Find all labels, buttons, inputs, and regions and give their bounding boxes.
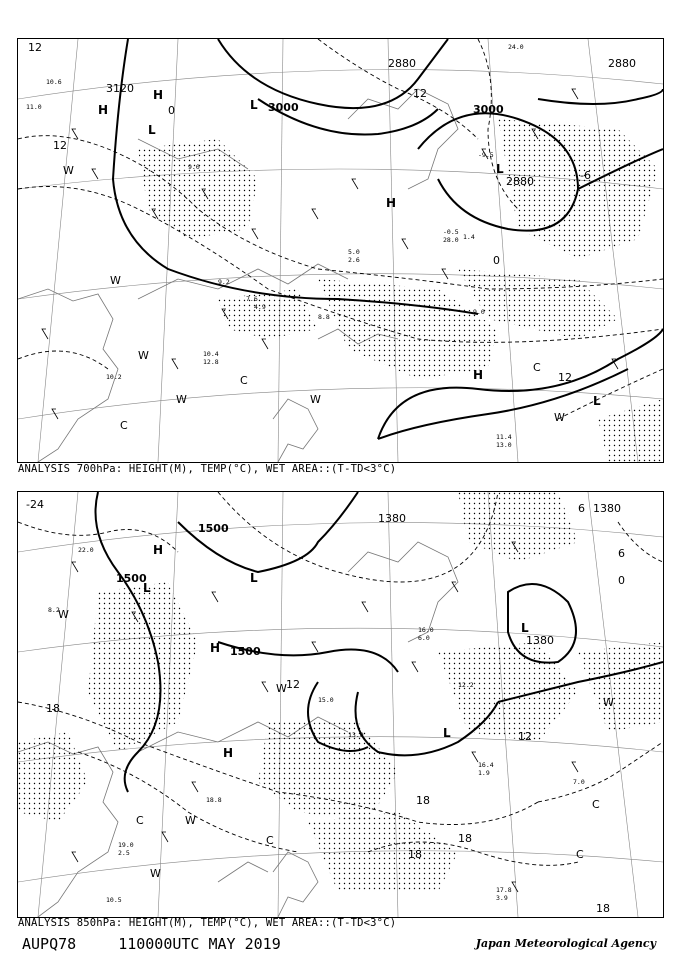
station-value: 2.5 xyxy=(118,849,130,857)
temp-label: 18 xyxy=(46,702,60,715)
temp-label: 18 xyxy=(596,902,610,915)
low-center: L xyxy=(250,571,258,585)
station-value: 22.0 xyxy=(78,546,94,554)
temp-label: 0 xyxy=(618,574,625,587)
station-value: 13.0 xyxy=(348,731,364,739)
chart-time: 110000UTC MAY 2019 xyxy=(118,935,281,953)
agency-name: Japan Meteorological Agency xyxy=(475,937,656,950)
warm-center: W xyxy=(63,164,74,177)
cold-center: C xyxy=(266,834,274,847)
temp-label: 12 xyxy=(53,139,67,152)
station-value: 13.0 xyxy=(496,441,512,449)
station-value: 6.0 xyxy=(418,634,430,642)
high-center: H xyxy=(473,368,484,382)
high-center: H xyxy=(153,543,164,557)
station-value: 28.0 xyxy=(443,236,459,244)
warm-center: W xyxy=(150,867,161,880)
station-value: 12.2 xyxy=(458,681,474,689)
station-value: 7.6 xyxy=(246,295,258,303)
station-value: 19.0 xyxy=(118,841,134,849)
cold-center: C xyxy=(240,374,248,387)
station-value: 1.9 xyxy=(478,769,490,777)
cold-center: C xyxy=(120,419,128,432)
temp-label: 12 xyxy=(558,371,572,384)
warm-center: W xyxy=(554,411,565,424)
temp-label: 12 xyxy=(518,730,532,743)
temp-label: 12 xyxy=(28,41,42,54)
high-center: H xyxy=(98,103,109,117)
low-center: L xyxy=(250,98,258,112)
map-700hpa xyxy=(17,38,664,463)
coastline xyxy=(18,89,458,462)
station-value: 12.8 xyxy=(203,358,219,366)
station-value: 1.4 xyxy=(463,233,475,241)
cold-center: C xyxy=(136,814,144,827)
warm-center: W xyxy=(603,696,614,709)
height-label: 3000 xyxy=(473,103,504,116)
station-value: 7.0 xyxy=(573,778,585,786)
temp-label: 6 xyxy=(618,547,625,560)
height-label: 1500 xyxy=(198,522,229,535)
station-value: 18.8 xyxy=(206,796,222,804)
cold-center: C xyxy=(576,848,584,861)
station-value: 8.2 xyxy=(48,606,60,614)
warm-center: W xyxy=(58,608,69,621)
temp-label: 18 xyxy=(408,848,422,861)
height-label: 2880 xyxy=(608,57,636,70)
station-value: 24.0 xyxy=(508,43,524,51)
station-value: 3.9 xyxy=(496,894,508,902)
temp-label: 18 xyxy=(458,832,472,845)
station-value: 10.5 xyxy=(106,896,122,904)
station-value: 2.6 xyxy=(348,256,360,264)
map-850hpa-svg xyxy=(18,492,663,917)
station-value: 15.0 xyxy=(318,696,334,704)
temp-label: 18 xyxy=(416,794,430,807)
station-value: 8.8 xyxy=(318,313,330,321)
warm-center: W xyxy=(185,814,196,827)
high-center: H xyxy=(153,88,164,102)
station-value: 10.2 xyxy=(106,373,122,381)
station-value: 4.9 xyxy=(254,303,266,311)
height-label: 2880 xyxy=(506,175,534,188)
station-value: 5.0 xyxy=(348,248,360,256)
temp-label: -24 xyxy=(26,498,44,511)
station-value: 11.0 xyxy=(26,103,42,111)
height-label: 3120 xyxy=(106,82,134,95)
high-center: H xyxy=(386,196,397,210)
low-center: L xyxy=(496,162,504,176)
temp-label: 0 xyxy=(493,254,500,267)
warm-center: W xyxy=(176,393,187,406)
station-value: 17.8 xyxy=(496,886,512,894)
temp-label: -6 xyxy=(580,169,591,182)
temp-label: 0 xyxy=(168,104,175,117)
station-value: -9.5 xyxy=(478,151,494,159)
chart-identifier xyxy=(22,935,323,953)
warm-center: W xyxy=(310,393,321,406)
chart-code: AUPQ78 xyxy=(22,935,77,953)
height-label: 1380 xyxy=(593,502,621,515)
station-value: 9.0 xyxy=(188,163,200,171)
height-label: 1500 xyxy=(230,645,261,658)
station-value: 10.6 xyxy=(46,78,62,86)
station-value: 11.4 xyxy=(496,433,512,441)
temp-label: 12 xyxy=(413,87,427,100)
low-center: L xyxy=(593,394,601,408)
warm-center: W xyxy=(110,274,121,287)
low-center: L xyxy=(521,621,529,635)
high-center: H xyxy=(210,641,221,655)
temp-label: 12 xyxy=(286,678,300,691)
warm-center: W xyxy=(138,349,149,362)
station-value: -0.5 xyxy=(443,228,459,236)
height-label: 3000 xyxy=(268,101,299,114)
station-value: 16.0 xyxy=(418,626,434,634)
height-label: 1380 xyxy=(526,634,554,647)
caption-850hpa: ANALYSIS 850hPa: HEIGHT(M), TEMP(°C), WET AREA::(T-TD<3°C) xyxy=(18,917,397,929)
low-center: L xyxy=(143,581,151,595)
station-value: 16.4 xyxy=(478,761,494,769)
station-value: 10.4 xyxy=(203,350,219,358)
caption-700hpa: ANALYSIS 700hPa: HEIGHT(M), TEMP(°C), WET AREA::(T-TD<3°C) xyxy=(18,463,397,475)
warm-center: W xyxy=(276,682,287,695)
height-label: 1380 xyxy=(378,512,406,525)
high-center: H xyxy=(223,746,234,760)
cold-center: C xyxy=(592,798,600,811)
station-value: 9.0 xyxy=(473,308,485,316)
height-label: 1500 xyxy=(116,572,147,585)
map-700hpa-svg xyxy=(18,39,663,462)
temp-label: 6 xyxy=(578,502,585,515)
cold-center: C xyxy=(533,361,541,374)
station-value: 9.2 xyxy=(218,278,230,286)
low-center: L xyxy=(148,123,156,137)
height-label: 2880 xyxy=(388,57,416,70)
low-center: L xyxy=(443,726,451,740)
map-850hpa xyxy=(17,491,664,918)
